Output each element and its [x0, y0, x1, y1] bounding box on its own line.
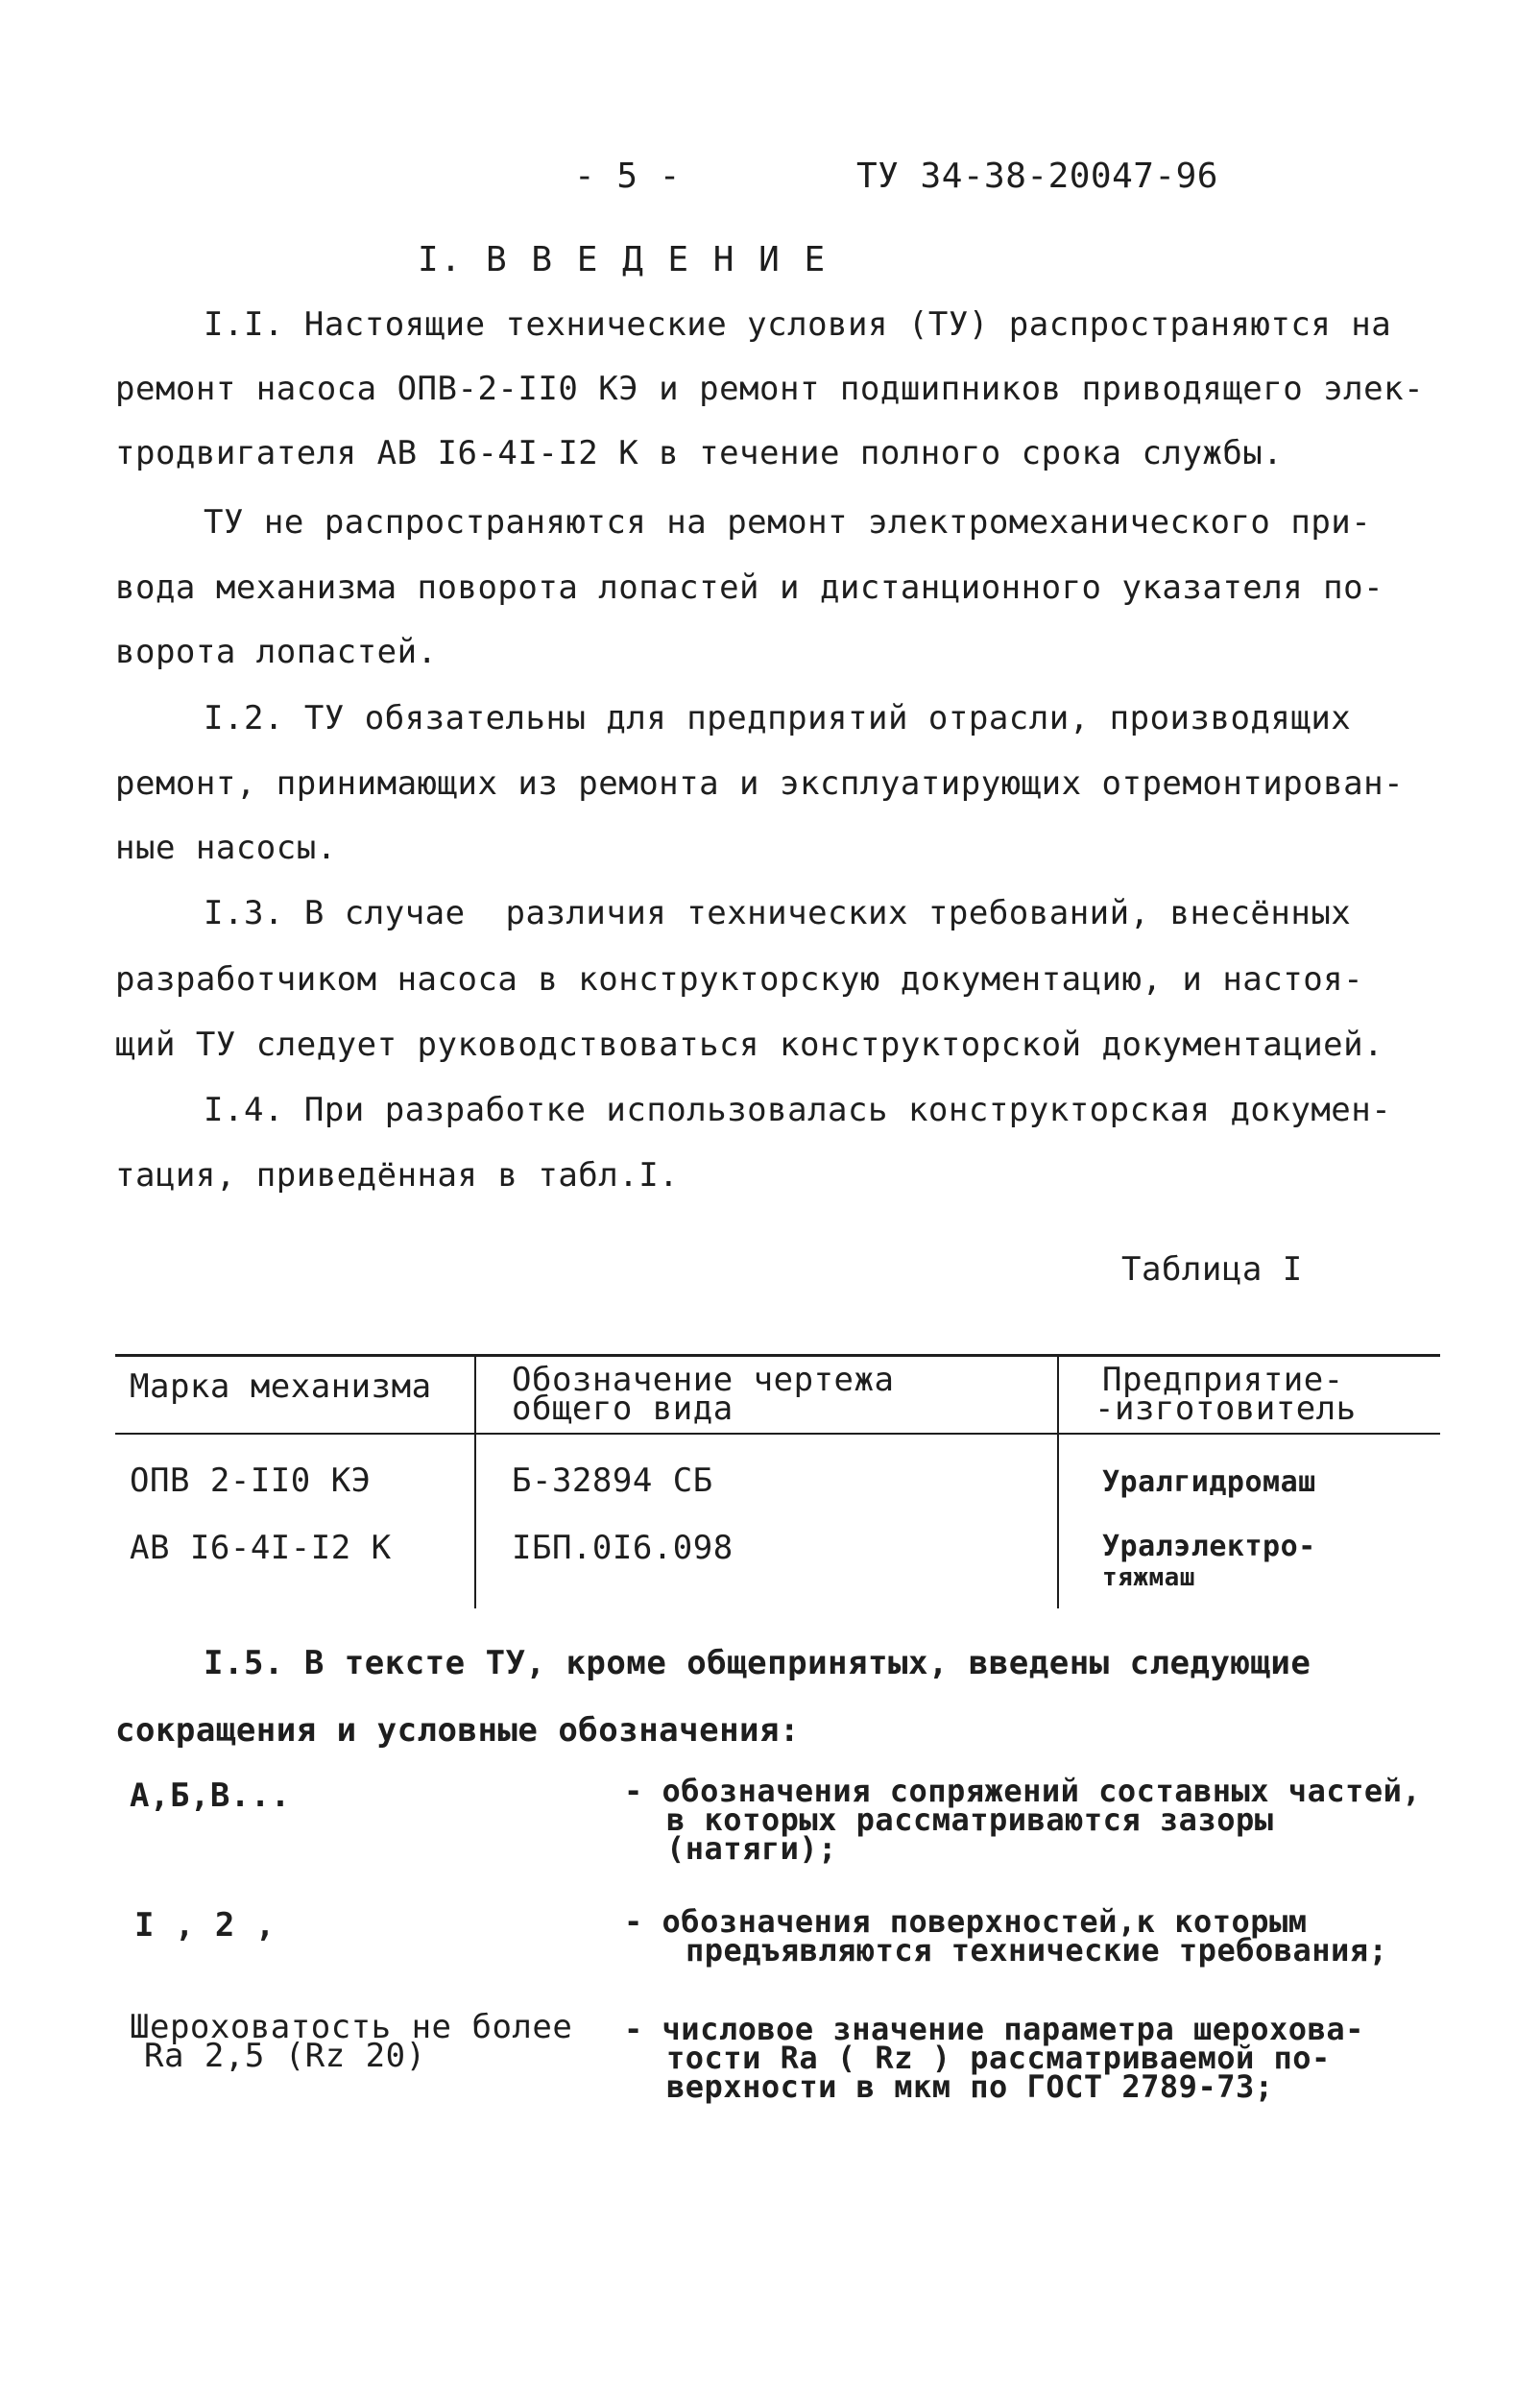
abbreviation-definition: - числовое значение параметра шерохова-: [624, 2011, 1364, 2047]
paragraph-line: ремонт насоса ОПВ-2-II0 КЭ и ремонт подшипников приводящего элек-: [115, 370, 1425, 408]
abbreviation-definition: - обозначения сопряжений составных частей,: [624, 1773, 1422, 1809]
abbreviation-term: Шероховатость не более: [130, 2008, 573, 2046]
table-top-rule: [115, 1354, 1440, 1357]
abbreviation-definition: (натяги);: [666, 1830, 837, 1867]
table-header-cell: -изготовитель: [1095, 1389, 1357, 1428]
table-header-cell: Марка механизма: [130, 1367, 432, 1406]
table-cell-maker: тяжмаш: [1102, 1563, 1195, 1592]
table-header-rule: [115, 1433, 1440, 1435]
abbreviation-term: Ra 2,5 (Rz 20): [144, 2037, 426, 2075]
paragraph-line: ремонт, принимающих из ремонта и эксплуатирующих отремонтирован-: [115, 764, 1405, 803]
table-cell-drawing: Б-32894 СБ: [512, 1462, 713, 1500]
abbreviation-definition: в которых рассматриваются зазоры: [666, 1801, 1274, 1838]
table-cell-mark: АВ I6-4I-I2 К: [130, 1529, 392, 1567]
table-col-divider: [474, 1354, 476, 1608]
paragraph-line: вода механизма поворота лопастей и дистанционного указателя по-: [115, 568, 1384, 607]
paragraph-line: ворота лопастей.: [115, 633, 438, 671]
paragraph-line: ные насосы.: [115, 829, 337, 867]
paragraph-line: I.2. ТУ обязательны для предприятий отрасли, производящих: [204, 699, 1352, 737]
abbreviation-term: I , 2 ,: [134, 1906, 276, 1945]
paragraph-line: I.5. В тексте ТУ, кроме общепринятых, введены следующие: [204, 1644, 1311, 1682]
document-code: ТУ 34-38-20047-96: [856, 157, 1218, 196]
paragraph-line: щий ТУ следует руководствоваться конструкторской документацией.: [115, 1026, 1384, 1064]
table-cell-mark: ОПВ 2-II0 КЭ: [130, 1462, 372, 1500]
table-header-cell: Обозначение чертежа: [512, 1361, 895, 1399]
table-col-divider: [1057, 1354, 1059, 1608]
abbreviation-definition: - обозначения поверхностей,к которым: [624, 1903, 1308, 1940]
paragraph-line: I.4. При разработке использовалась конструкторская докумен-: [204, 1091, 1392, 1129]
abbreviation-definition: предъявляются технические требования;: [686, 1932, 1388, 1969]
table-cell-maker: Уралэлектро-: [1102, 1530, 1316, 1563]
table-cell-drawing: IБП.0I6.098: [512, 1529, 734, 1567]
abbreviation-term: А,Б,В...: [130, 1776, 291, 1815]
section-title: I. В В Е Д Е Н И Е: [418, 240, 828, 279]
table-header-cell: Предприятие-: [1102, 1361, 1344, 1399]
table-caption: Таблица I: [1121, 1250, 1303, 1289]
paragraph-line: I.I. Настоящие технические условия (ТУ) распространяются на: [204, 305, 1392, 344]
abbreviation-definition: верхности в мкм по ГОСТ 2789-73;: [666, 2068, 1274, 2105]
paragraph-line: разработчиком насоса в конструкторскую документацию, и настоя-: [115, 960, 1364, 999]
paragraph-line: ТУ не распространяются на ремонт электромеханического при-: [204, 503, 1372, 542]
paragraph-line: тродвигателя АВ I6-4I-I2 К в течение полного срока службы.: [115, 434, 1284, 472]
paragraph-line: тация, приведённая в табл.I.: [115, 1156, 680, 1195]
table-header-cell: общего вида: [512, 1389, 734, 1428]
paragraph-line: I.3. В случае различия технических требований, внесённых: [204, 894, 1352, 932]
abbreviation-definition: тости Ra ( Rz ) рассматриваемой по-: [666, 2040, 1331, 2076]
paragraph-line: сокращения и условные обозначения:: [115, 1711, 800, 1750]
table-cell-maker: Уралгидромаш: [1102, 1465, 1316, 1499]
page-number: - 5 -: [574, 157, 681, 196]
